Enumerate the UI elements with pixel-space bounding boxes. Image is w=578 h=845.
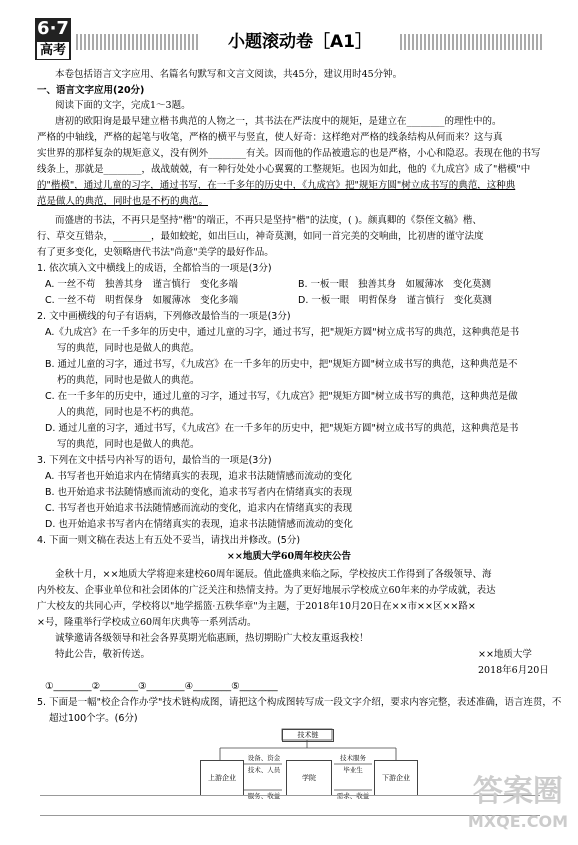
diagram-label-right-3: 需求、收益: [336, 792, 370, 800]
notice-line: 内外校友、企事业单位和社会团体的广泛关注和热情支持。为了更好地展示学校成立60年来的办学成就，表达: [37, 585, 496, 596]
q3-option-b: B. 也开始追求书法随情感而流动的变化，追求书写者内在情绪真实的表现: [45, 487, 353, 498]
logo-number: 6·7: [37, 18, 69, 39]
question-3-stem: 3. 下列在文中括号内补写的语句，最恰当的一项是(3分): [37, 455, 272, 466]
diagram-left-box: 上游企业: [200, 760, 244, 796]
site-watermark: [467, 774, 568, 837]
question-4-stem: 4. 下面一则文稿在表达上有五处不妥当，请找出并修改。(5分): [37, 535, 301, 546]
reading-instruction: 阅读下面的文字，完成1～3题。: [55, 100, 191, 111]
passage-line-underlined: 的"楷模"，通过儿童的习字，通过书写，在一千多年的历史中，《九成宫》把"规矩方圆"树立成书写的典范，这种典: [37, 180, 516, 191]
q2-option-b-cont: 朽的典范，同时也是做人的典范。: [57, 375, 200, 386]
q2-option-b: B. 通过儿童的习字，通过书写，《九成宫》在一千多年的历史中，把"规矩方圆"树立成书写的典范，这种典范是不: [45, 359, 518, 370]
notice-line: ×号，隆重举行学校成立60周年庆典等一系列活动。: [37, 617, 257, 628]
series-logo: [35, 18, 71, 60]
question-5-stem-cont: 超过100个字。(6分): [49, 713, 138, 724]
passage-line: 实世界的那样复杂的规矩意义，没有例外________有关。因而他的作品被遗忘的也是严格，小心和隐忍。表现在他的书写: [37, 148, 541, 159]
q2-option-a-cont: 写的典范，同时也是做人的典范。: [57, 343, 200, 354]
answer-rule[interactable]: [40, 795, 540, 796]
passage-line: 严格的中轴线，严格的起笔与收笔，严格的横平与竖直，使人好奇：这样绝对严格的线条结构从何而来？这与真: [37, 132, 503, 143]
diagram-top-label: 技术链: [282, 729, 334, 742]
q2-option-d-cont: 写的典范，同时也是做人的典范。: [57, 439, 200, 450]
watermark-url: MXQE.COM: [467, 812, 568, 831]
watermark-text: 答案圈: [472, 774, 563, 809]
notice-date: 2018年6月20日: [478, 665, 549, 676]
q1-option-a: A. 一丝不苟 独善其身 谨言慎行 变化多端: [45, 279, 238, 290]
passage-line: 行、草交互错杂，________，最如蛟蛇，如出巨山，神奇莫测，如同一首完美的交响曲，比初唐的谨守法度: [37, 231, 484, 242]
question-1-stem: 1. 依次填入文中横线上的成语，全都恰当的一项是(3分): [37, 263, 272, 274]
q1-option-b: B. 一板一眼 独善其身 如履薄冰 变化莫测: [298, 279, 492, 290]
q4-answer-line[interactable]: ①________②________③________④________⑤________: [45, 681, 278, 692]
q3-option-c: C. 书写者也开始追求书法随情感而流动的变化，追求内在情绪真实的表现: [45, 503, 353, 514]
question-5-stem: 5. 下面是一幅"校企合作办学"技术链构成图，请把这个构成图转写成一段文字介绍，要求内容完整，表述准确，语言连贯，不: [37, 697, 562, 708]
school-enterprise-diagram: [200, 728, 416, 812]
notice-line: 诚挚邀请各级领导和社会各界莫期光临惠顾，热切期盼广大校友重返我校！: [55, 633, 369, 644]
diagram-label-left-2: 技术、人员: [247, 766, 281, 774]
passage-line: 线条上，那就是________，战战兢兢，有一种行处处小心翼翼的工整规矩。也因为如此，他的《九成宫》成了"楷模"中: [37, 164, 531, 175]
logo-label: 高考: [36, 41, 70, 60]
diagram-label-right-2: 毕业生: [343, 766, 363, 774]
notice-line: 广大校友的共同心声，学校将以"地学摇篮·五秩华章"为主题，于2018年10月20日在××市××区××路×: [37, 601, 476, 612]
q2-option-c: C. 在一千多年的历史中，通过儿童的习字，通过书写，《九成宫》把"规矩方圆"树立成书写的典范，这种典范是做: [45, 391, 518, 402]
q2-option-d: D. 通过儿童的习字，通过书写，《九成宫》在一千多年的历史中，把"规矩方圆"树立成书写的典范，这种典范是书: [45, 423, 519, 434]
page-title: 小题滚动卷［A1］: [200, 29, 400, 55]
diagram-label-left-1: 设备、资金: [247, 754, 281, 762]
passage-line: 有了更多变化，史领略唐代书法"尚意"美学的最好作品。: [37, 247, 274, 258]
diagram-label-left-3: 服务、收益: [247, 792, 281, 800]
q2-option-c-cont: 人的典范，同时也是不朽的典范。: [57, 407, 200, 418]
q3-option-a: A. 书写者也开始追求内在情绪真实的表现，追求书法随情感而流动的变化: [45, 471, 352, 482]
notice-title-text: ××地质大学60周年校庆公告: [226, 551, 352, 562]
q3-option-d: D. 也开始追求书写者内在情绪真实的表现，追求书法随情感而流动的变化: [45, 519, 353, 530]
notice-signature: ××地质大学: [478, 649, 532, 660]
notice-line: 金秋十月，××地质大学将迎来建校60周年诞辰。值此盛典来临之际，学校按庆工作得到了各级领导、海: [55, 569, 492, 580]
passage-line: 而盛唐的书法，不再只是坚持"楷"的端正，不再只是坚持"楷"的法度，( )。颜真卿的《祭侄文稿》楷、: [55, 215, 482, 226]
question-2-stem: 2. 文中画横线的句子有语病，下列修改最恰当的一项是(3分): [37, 311, 291, 322]
intro-text: 本卷包括语言文字应用、名篇名句默写和文言文阅读，共45分，建议用时45分钟。: [55, 69, 403, 80]
q1-option-d: D. 一板一眼 明哲保身 谨言慎行 变化莫测: [298, 295, 492, 306]
diagram-right-box: 下游企业: [374, 760, 418, 796]
section-heading: 一、语言文字应用(20分): [37, 85, 145, 96]
q2-option-a: A.《九成宫》在一千多年的历史中，通过儿童的习字，通过书写，把"规矩方圆"树立成书写的典范，这种典范是书: [45, 327, 520, 338]
notice-line: 特此公告，敬祈传送。: [55, 649, 151, 660]
q1-option-c: C. 一丝不苟 明哲保身 如履薄冰 变化多端: [45, 295, 239, 306]
diagram-center-box: 学院: [286, 760, 332, 796]
notice-title: [0, 548, 578, 566]
passage-line-underlined: 范是做人的典范，同时也是不朽的典范。: [37, 196, 209, 207]
passage-line: 唐初的欧阳询是最早建立楷书典范的人物之一，其书法在严法度中的规矩，是建立在________的理性中的。: [55, 116, 502, 127]
answer-rule[interactable]: [40, 815, 540, 816]
diagram-label-right-1: 技术服务: [340, 754, 366, 762]
